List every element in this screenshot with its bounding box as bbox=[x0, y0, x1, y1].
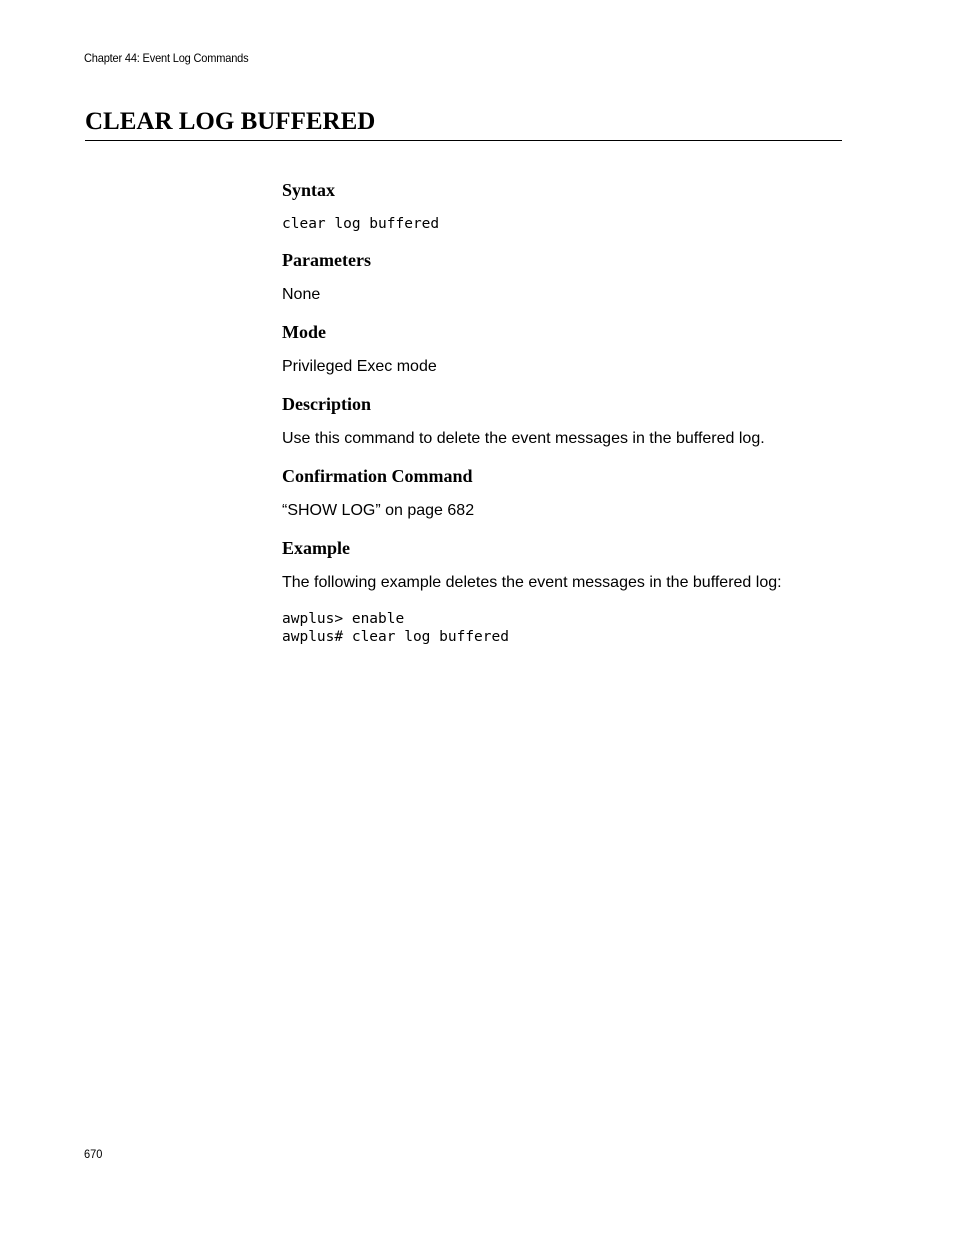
description-heading: Description bbox=[282, 394, 371, 414]
mode-text: Privileged Exec mode bbox=[282, 358, 437, 375]
show-log-cross-reference-link[interactable]: “SHOW LOG” on page 682 bbox=[282, 502, 475, 519]
confirmation-command-heading: Confirmation Command bbox=[282, 466, 473, 486]
example-code-line: awplus# clear log buffered bbox=[282, 629, 509, 645]
syntax-heading: Syntax bbox=[282, 180, 336, 200]
page-number: 670 bbox=[84, 1147, 103, 1161]
example-text: The following example deletes the event messages in the buffered log: bbox=[282, 574, 782, 591]
page-title: CLEAR LOG BUFFERED bbox=[85, 108, 376, 135]
title-divider bbox=[85, 140, 842, 141]
example-heading: Example bbox=[282, 538, 351, 558]
command-content bbox=[282, 178, 852, 646]
syntax-code: clear log buffered bbox=[282, 216, 440, 232]
running-header: Chapter 44: Event Log Commands bbox=[84, 51, 249, 65]
parameters-text: None bbox=[282, 286, 321, 303]
parameters-heading: Parameters bbox=[282, 250, 371, 270]
example-code-line: awplus> enable bbox=[282, 611, 405, 627]
mode-heading: Mode bbox=[282, 322, 326, 342]
description-text: Use this command to delete the event messages in the buffered log. bbox=[282, 430, 765, 447]
